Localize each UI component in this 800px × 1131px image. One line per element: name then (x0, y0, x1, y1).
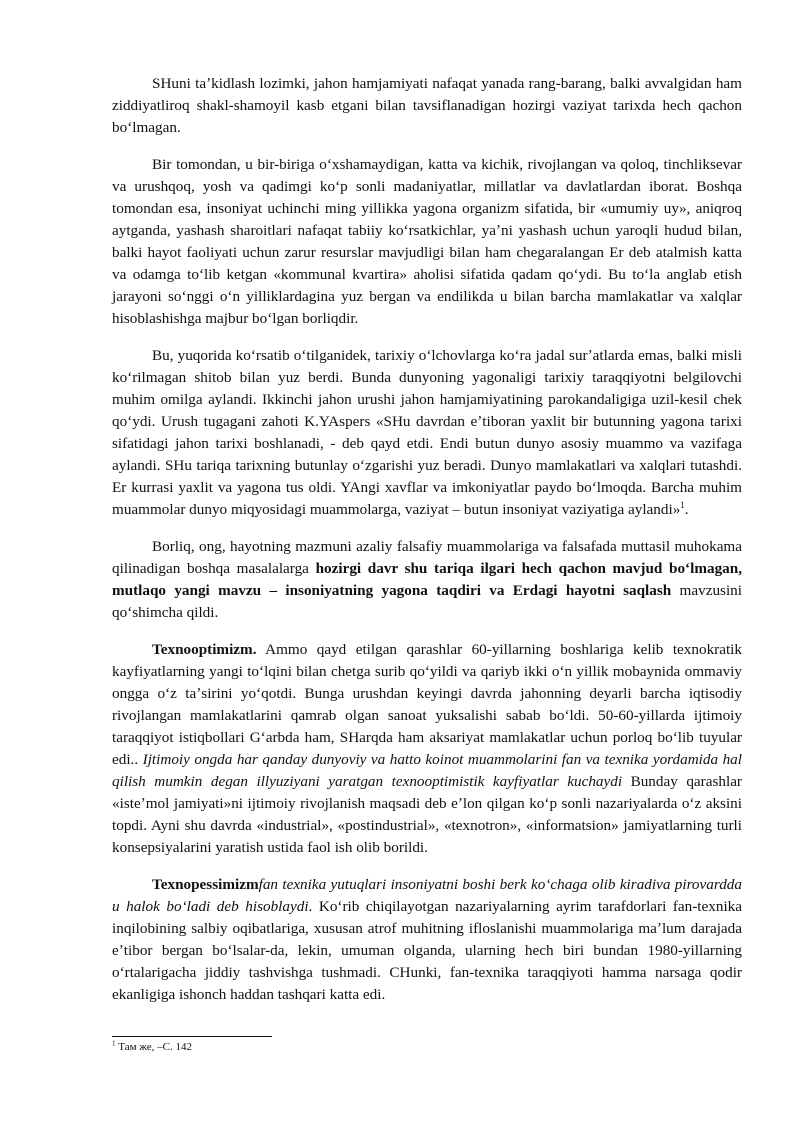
footnote-mark: 1 (112, 1039, 116, 1048)
paragraph-4: Borliq, ong, hayotning mazmuni azaliy falsafiy muammolariga va falsafada muttasil muhokama qilinadigan boshqa masalalarga hozirgi davr shu tariqa ilgari hech qachon mavjud boʻlmagan, mutlaqo yangi mavzu – insoniyatning yagona taqdiri va Erdagi hayotni saqlash mavzusini qoʻshimcha qildi. (112, 538, 743, 621)
footnote-separator (112, 1036, 272, 1037)
footnote (112, 1041, 192, 1053)
emphasis-italic: fan texnika yutuqlari insoniyatni boshi berk koʻchaga olib kiradiva pirovardda u halok boʻladi deb hisoblaydi (112, 876, 742, 915)
emphasis-italic: Ijtimoiy ongda har qanday dunyoviy va hatto koinot muammolarini fan va texnika yordamida hal qilish mumkin degan illyuziyani yaratgan texnooptimistik kayfiyatlar kuchaydi (112, 751, 742, 790)
section-heading-texnooptimizm: Texnooptimizm. (152, 641, 257, 658)
paragraph-texnooptimizm: Texnooptimizm. Ammo qayd etilgan qarashlar 60-yillarning boshlariga kelib texnokratik kayfiyatlarning yangi toʻlqini bilan chetga surib qoʻyildi va qariyb ikki oʻn yillik mobaynida ommaviy ongga oʻz taʼsirini yoʻqotdi. Bunga urushdan keyingi davrda jahonning deyarli barcha iqtisodiy rivojlangan mamlakatlarini qamrab olgan sanoat yuksalishi sabab boʻldi. 50-60-yillarda ijtimoiy taraqqiyot istiqbollari Gʻarbda ham, SHarqda ham aksariyat mamlakatlar uchun porloq boʻlib tuyular edi.. Ijtimoiy ongda har qanday dunyoviy va hatto koinot muammolarini fan va texnika yordamida hal qilish mumkin degan illyuziyani yaratgan texnooptimistik kayfiyatlar kuchaydi Bunday qarashlar «isteʼmol jamiyati»ni ijtimoiy rivojlanish maqsadi deb eʼlon qilgan koʻp sonli nazariyalarda oʻz aksini topdi. Ayni shu davrda «industrial», «postindustrial», «texnotron», «informatsion» jamiyatlarning turli konsepsiyalarini yaratish ustida faol ish olib borildi. (112, 641, 742, 856)
paragraph-2: Bir tomondan, u bir-biriga oʻxshamaydigan, katta va kichik, rivojlangan va qoloq, tinchliksevar va urushqoq, yosh va qadimgi koʻp sonli madaniyatlar, millatlar va davlatlardan iborat. Boshqa tomondan esa, insoniyat uchinchi ming yillikka yagona organizm sifatida, bir «umumiy uy», aniqroq aytganda, yashash sharoitlari nafaqat tabiiy koʻrsatkichlar, yaʼni yashash uchun yaroqli hudud bilan, balki hayot faoliyati uchun zarur resurslar mavjudligi bilan ham chegaralangan Er deb atalmish katta va odamga toʻlib ketgan «kommunal kvartira» aholisi sifatida qadam qoʻydi. Bu toʻla anglab etish jarayoni soʻnggi oʻn yilliklardagina yuz bergan va endilikda u bilan barcha mamlakatlar va xalqlar hisoblashishga majbur boʻlgan borliqdir. (112, 156, 742, 327)
section-heading-texnopessimizm: Texnopessimizm (152, 876, 259, 893)
footnote-text: Там же, –С. 142 (118, 1041, 192, 1053)
emphasis-bold: hozirgi davr shu tariqa ilgari hech qachon mavjud boʻlmagan, mutlaqo yangi mavzu – insoniyatning yagona taqdiri va Erdagi hayotni saqlash (112, 560, 743, 599)
document-body (112, 73, 742, 1006)
paragraph-texnopessimizm: Texnopessimizmfan texnika yutuqlari insoniyatni boshi berk koʻchaga olib kiradiva pirovardda u halok boʻladi deb hisoblaydi. Koʻrib chiqilayotgan nazariyalarning ayrim tarafdorlari fan-texnika inqilobining salbiy oqibatlariga, xususan atrof muhitning ifloslanishi muammolariga maʼlum darajada eʼtibor bergan boʻlsalar-da, lekin, umuman olganda, ularning hech biri bundan 1980-yillarning oʻrtalarigacha jiddiy tashvishga tushmadi. CHunki, fan-texnika taraqqiyoti hamma narsaga qodir ekanligiga ishonch haddan tashqari katta edi. (112, 876, 742, 1003)
footnote-reference[interactable]: 1 (680, 499, 685, 510)
paragraph-3: Bu, yuqorida koʻrsatib oʻtilganidek, tarixiy oʻlchovlarga koʻra jadal surʼatlarda emas, balki misli koʻrilmagan shitob bilan yuz berdi. Bunda dunyoning yagonaligi tarixiy taraqqiyotni belgilovchi muhim omilga aylandi. Ikkinchi jahon urushi jahon hamjamiyatining parokandaligiga uzil-kesil chek qoʻydi. Urush tugagani zahoti K.YAspers «SHu davrdan eʼtiboran yaxlit bir butunning yagona tarixi sifatidagi jahon tarixi boshlanadi, - deb qayd etdi. Endi butun dunyo asosiy muammo va vazifaga aylandi. SHu tariqa tarixning butunlay oʻzgarishi yuz beradi. Dunyo mamlakatlari va xalqlari tutashdi. Er kurrasi yaxlit va yagona tus oldi. YAngi xavflar va imkoniyatlar paydo boʻlmoqda. Barcha muhim muammolar dunyo miqyosidagi muammolarga, vaziyat – butun insoniyat vaziyatiga aylandi»$^1$. (112, 347, 742, 518)
paragraph-1: SHuni taʼkidlash lozimki, jahon hamjamiyati nafaqat yanada rang-barang, balki avvalgidan ham ziddiyatliroq shakl-shamoyil kasb etgani bilan tavsiflanadigan hozirgi vaziyat tarixda hech qachon boʻlmagan. (112, 75, 742, 136)
